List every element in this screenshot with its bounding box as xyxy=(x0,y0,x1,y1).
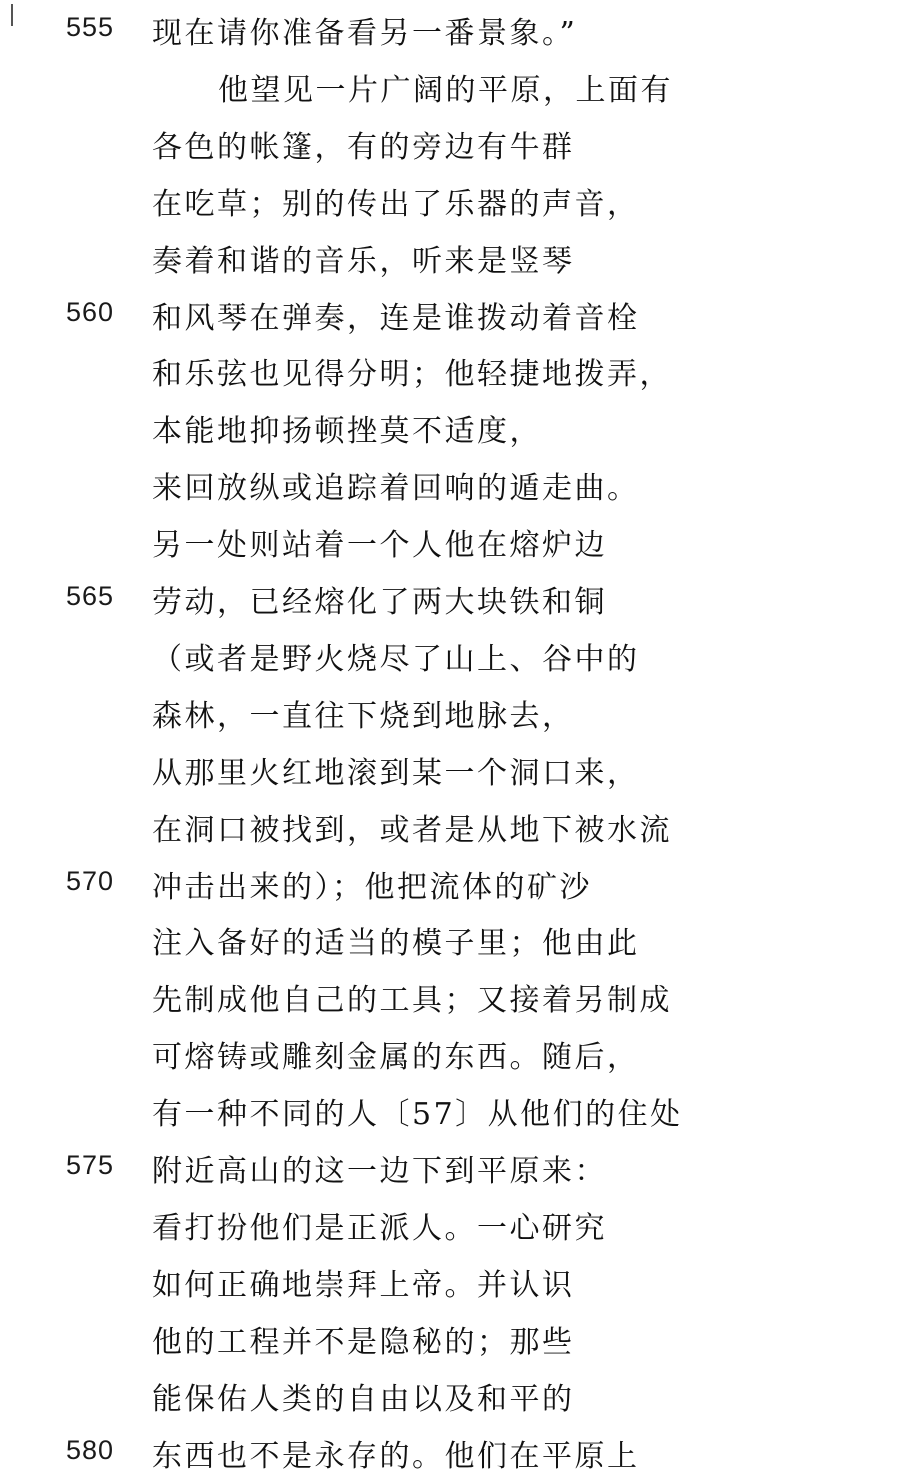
line-text: 奏着和谐的音乐，听来是竖琴 xyxy=(152,243,575,279)
line-text: 和风琴在弹奏，连是谁拨动着音栓 xyxy=(152,300,640,336)
poem-line xyxy=(0,1260,900,1303)
line-text: 他望见一片广阔的平原，上面有 xyxy=(218,72,673,108)
poem-line xyxy=(0,1089,900,1133)
line-text: 可熔铸或雕刻金属的东西。随后， xyxy=(152,1040,640,1076)
line-text: 现在请你准备看另一番景象。” xyxy=(152,16,578,51)
line-text: 劳动，已经熔化了两大块铁和铜 xyxy=(152,585,607,620)
poem-line xyxy=(0,748,900,791)
poem-line xyxy=(0,349,900,393)
line-text: 来回放纵或追踪着回响的遁走曲。 xyxy=(152,471,640,507)
line-text: （或者是野火烧尽了山上、谷中的 xyxy=(152,641,640,677)
line-text: 东西也不是永存的。他们在平原上 xyxy=(152,1438,640,1474)
poem-line xyxy=(0,805,900,848)
line-text: 各色的帐篷，有的旁边有牛群 xyxy=(152,129,575,165)
line-text: 注入备好的适当的模子里；他由此 xyxy=(152,926,640,962)
poem-line xyxy=(0,122,900,165)
poem-line xyxy=(0,1032,900,1076)
line-text: 森林，一直往下烧到地脉去， xyxy=(152,698,575,734)
line-text: 从那里火红地滚到某一个洞口来， xyxy=(152,755,640,791)
line-text: 在吃草；别的传出了乐器的声音， xyxy=(152,186,640,222)
poem-line xyxy=(0,918,900,962)
line-text: 本能地抑扬顿挫莫不适度， xyxy=(152,414,542,450)
line-number: 580 xyxy=(66,1434,115,1465)
line-text: 先制成他自己的工具；又接着另制成 xyxy=(152,983,672,1019)
poem-line xyxy=(0,293,900,336)
poem-line xyxy=(0,65,900,108)
line-number: 575 xyxy=(66,1150,115,1180)
poem-line xyxy=(0,520,900,564)
poem-line xyxy=(0,1203,900,1246)
line-number: 560 xyxy=(66,296,115,327)
poem-line xyxy=(0,179,900,222)
line-number: 565 xyxy=(66,581,115,611)
poem-line xyxy=(0,406,900,450)
poem-line xyxy=(0,8,900,51)
line-text: 看打扮他们是正派人。一心研究 xyxy=(152,1210,607,1246)
poem-line xyxy=(0,1317,900,1360)
line-text: 他的工程并不是隐秘的；那些 xyxy=(152,1324,575,1360)
line-text: 有一种不同的人〔57〕从他们的住处 xyxy=(152,1097,683,1133)
poem-line xyxy=(0,1431,900,1474)
poem-line xyxy=(0,691,900,734)
poem-line xyxy=(0,1146,900,1189)
poem-line xyxy=(0,1374,900,1417)
line-text: 能保佑人类的自由以及和平的 xyxy=(152,1381,575,1417)
line-text: 在洞口被找到，或者是从地下被水流 xyxy=(152,812,672,848)
poem-line xyxy=(0,463,900,507)
line-text: 另一处则站着一个人他在熔炉边 xyxy=(152,528,607,564)
line-text: 冲击出来的）；他把流体的矿沙 xyxy=(152,869,592,905)
poem-line xyxy=(0,975,900,1019)
poem-line xyxy=(0,577,900,620)
line-text: 如何正确地崇拜上帝。并认识 xyxy=(152,1267,575,1303)
line-number: 570 xyxy=(66,865,115,896)
line-text: 和乐弦也见得分明；他轻捷地拨弄， xyxy=(152,357,672,393)
poem-line xyxy=(0,236,900,279)
line-number: 555 xyxy=(66,12,115,42)
poem-line xyxy=(0,862,900,905)
line-text: 附近高山的这一边下到平原来： xyxy=(152,1154,607,1189)
poem-line xyxy=(0,634,900,677)
